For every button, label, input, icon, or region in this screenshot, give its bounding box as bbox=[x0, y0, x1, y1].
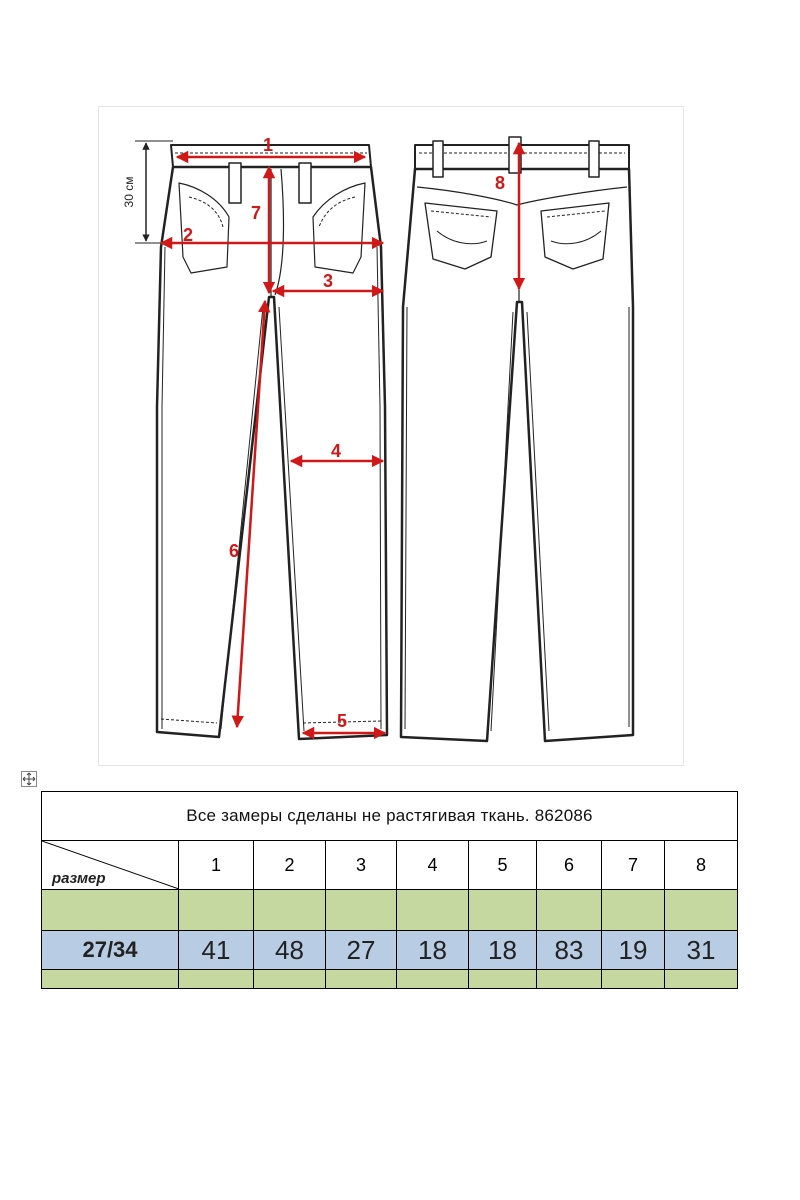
value-cell: 41 bbox=[179, 931, 254, 970]
column-header: 3 bbox=[326, 841, 397, 890]
column-header: 2 bbox=[254, 841, 326, 890]
value-cell: 19 bbox=[602, 931, 665, 970]
table-move-handle-icon[interactable] bbox=[21, 771, 37, 787]
value-cell: 18 bbox=[469, 931, 537, 970]
measure-2-label: 2 bbox=[183, 225, 194, 245]
size-cell: 27/34 bbox=[42, 931, 179, 970]
measure-5-label: 5 bbox=[337, 711, 348, 731]
value-cell: 48 bbox=[254, 931, 326, 970]
corner-cell bbox=[42, 841, 179, 890]
table-row bbox=[42, 931, 738, 970]
value-cell: 27 bbox=[326, 931, 397, 970]
column-header: 1 bbox=[179, 841, 254, 890]
jeans-measurement-diagram bbox=[98, 106, 684, 766]
measure-8-label: 8 bbox=[495, 173, 506, 193]
measure-1-label: 1 bbox=[263, 135, 274, 155]
table-caption: Все замеры сделаны не растягивая ткань. 862086 bbox=[42, 792, 738, 841]
measure-7-label: 7 bbox=[251, 203, 262, 223]
value-cell: 83 bbox=[537, 931, 602, 970]
measure-6-label: 6 bbox=[229, 541, 240, 561]
spacer-row bbox=[42, 890, 738, 931]
measure-4-label: 4 bbox=[331, 441, 342, 461]
value-cell: 18 bbox=[397, 931, 469, 970]
size-table bbox=[41, 791, 738, 989]
column-header: 7 bbox=[602, 841, 665, 890]
column-header: 6 bbox=[537, 841, 602, 890]
measure-3-label: 3 bbox=[323, 271, 334, 291]
column-header: 8 bbox=[665, 841, 738, 890]
column-header: 5 bbox=[469, 841, 537, 890]
table-header-row bbox=[42, 841, 738, 890]
column-header: 4 bbox=[397, 841, 469, 890]
value-cell: 31 bbox=[665, 931, 738, 970]
corner-label: размер bbox=[52, 870, 106, 887]
waist-note: 30 см bbox=[122, 176, 136, 208]
back-view bbox=[401, 137, 633, 741]
spacer-row bbox=[42, 970, 738, 989]
